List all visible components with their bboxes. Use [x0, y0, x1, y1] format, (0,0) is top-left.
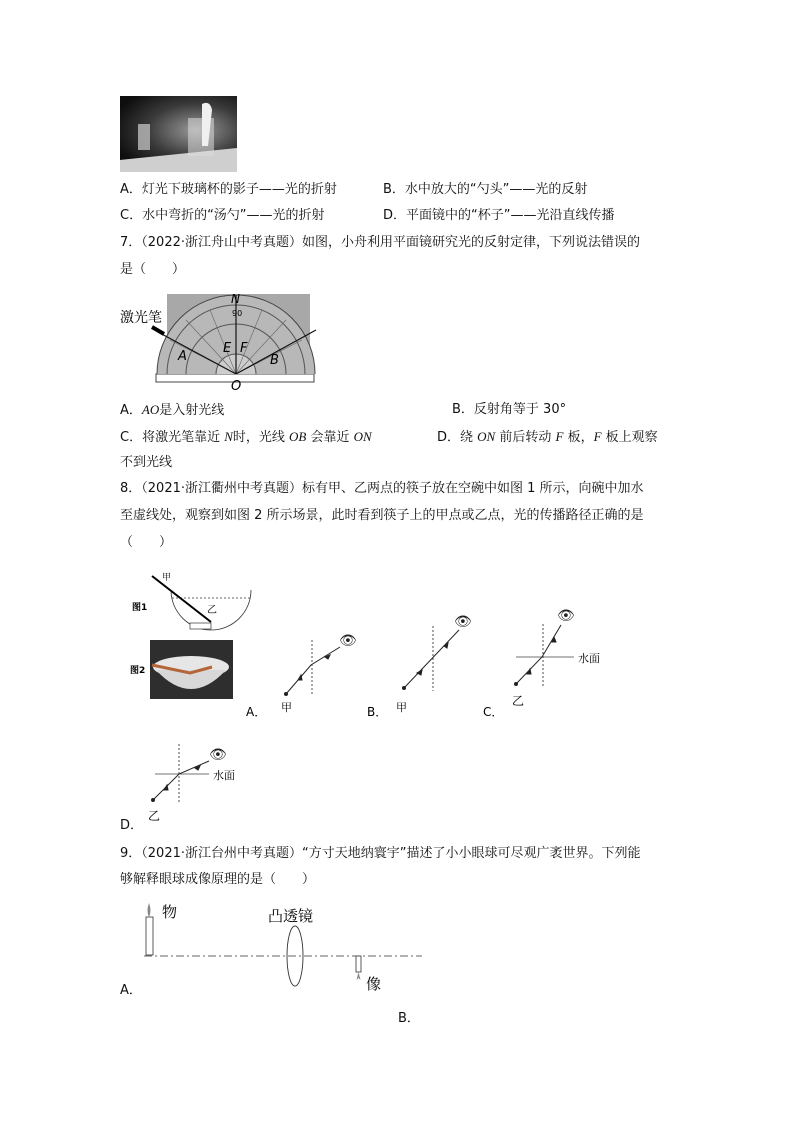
q8-stem-cont2: （ ） — [120, 535, 173, 550]
q6-option-a[interactable]: A．灯光下玻璃杯的影子——光的折射 — [120, 182, 337, 197]
svg-text:👁: 👁 — [339, 633, 357, 649]
option-c-diagram — [515, 608, 576, 688]
q9-option-b-label[interactable]: B． — [398, 1011, 420, 1026]
svg-text:C．: C． — [483, 705, 504, 719]
candle-flame-icon — [148, 903, 151, 917]
svg-text:甲: 甲 — [281, 701, 292, 714]
svg-text:👁: 👁 — [209, 747, 227, 763]
q6-option-c[interactable]: C．水中弯折的“汤勺”——光的折射 — [120, 208, 325, 223]
svg-text:乙: 乙 — [148, 809, 161, 823]
glass-cup-illustration — [120, 96, 237, 172]
svg-text:F: F — [240, 341, 248, 356]
q7-option-b[interactable]: B．反射角等于 30° — [452, 402, 567, 417]
svg-text:B: B — [270, 353, 279, 368]
option-a-diagram — [285, 633, 358, 696]
svg-text:A．: A． — [246, 705, 267, 719]
option-b-diagram — [403, 614, 473, 691]
laser-pen-icon — [152, 327, 164, 334]
svg-text:像: 像 — [366, 975, 382, 993]
svg-text:E: E — [223, 341, 232, 356]
svg-text:乙: 乙 — [207, 605, 217, 616]
q8-figures — [120, 560, 640, 840]
inverted-image — [356, 956, 361, 972]
svg-text:乙: 乙 — [512, 694, 525, 708]
bowl-figure-1 — [132, 572, 251, 630]
q7-option-d[interactable]: D．绕 ON 前后转动 F 板，F 板上观察 — [437, 429, 658, 445]
svg-text:水面: 水面 — [578, 652, 600, 665]
svg-text:甲: 甲 — [396, 701, 407, 714]
q6-option-b[interactable]: B．水中放大的“勺头”——光的反射 — [383, 182, 588, 197]
svg-text:凸透镜: 凸透镜 — [268, 907, 314, 925]
q9-stem-cont: 够解释眼球成像原理的是（ ） — [120, 872, 316, 887]
svg-text:水面: 水面 — [213, 769, 235, 782]
svg-text:90: 90 — [232, 309, 243, 318]
glass-cup-photo — [120, 96, 237, 172]
q8-stem-cont: 至虚线处，观察到如图 2 所示场景，此时看到筷子上的甲点或乙点，光的传播路径正确的是 — [120, 508, 644, 523]
svg-text:B．: B． — [367, 705, 388, 719]
q7-option-d-cont: 不到光线 — [120, 455, 173, 470]
svg-text:激光笔: 激光笔 — [120, 310, 162, 326]
q7-stem: 7．（2022·浙江舟山中考真题）如图，小舟利用平面镜研究光的反射定律，下列说法错误的 — [120, 235, 640, 250]
q6-option-d[interactable]: D．平面镜中的“杯子”——光沿直线传播 — [383, 208, 615, 223]
q7-option-a[interactable]: A．AO是入射光线 — [120, 402, 225, 418]
convex-lens-figure — [130, 895, 430, 1000]
svg-text:N: N — [231, 292, 240, 306]
q7-option-c[interactable]: C．将激光笔靠近 N时，光线 OB 会靠近 ON — [120, 429, 372, 445]
q8-option-d-label[interactable]: D． — [120, 818, 144, 833]
q8-stem: 8．（2021·浙江衢州中考真题）标有甲、乙两点的筷子放在空碗中如图 1 所示，向碗中加水 — [120, 481, 644, 496]
svg-text:👁: 👁 — [454, 614, 472, 630]
svg-text:👁: 👁 — [557, 608, 575, 624]
svg-text:物: 物 — [162, 903, 178, 921]
svg-text:O: O — [231, 379, 242, 390]
svg-text:甲: 甲 — [162, 573, 172, 583]
protractor-figure — [120, 290, 320, 390]
q9-stem: 9．（2021·浙江台州中考真题）“方寸天地纳寰宇”描述了小小眼球可尽观广袤世界。下列能 — [120, 846, 641, 861]
q7-stem-cont: 是（ ） — [120, 262, 186, 277]
svg-text:A: A — [178, 349, 187, 364]
q9-option-a-label[interactable]: A． — [120, 983, 142, 998]
svg-text:图2: 图2 — [130, 666, 146, 676]
svg-text:图1: 图1 — [132, 603, 148, 613]
candle-object — [146, 917, 153, 955]
